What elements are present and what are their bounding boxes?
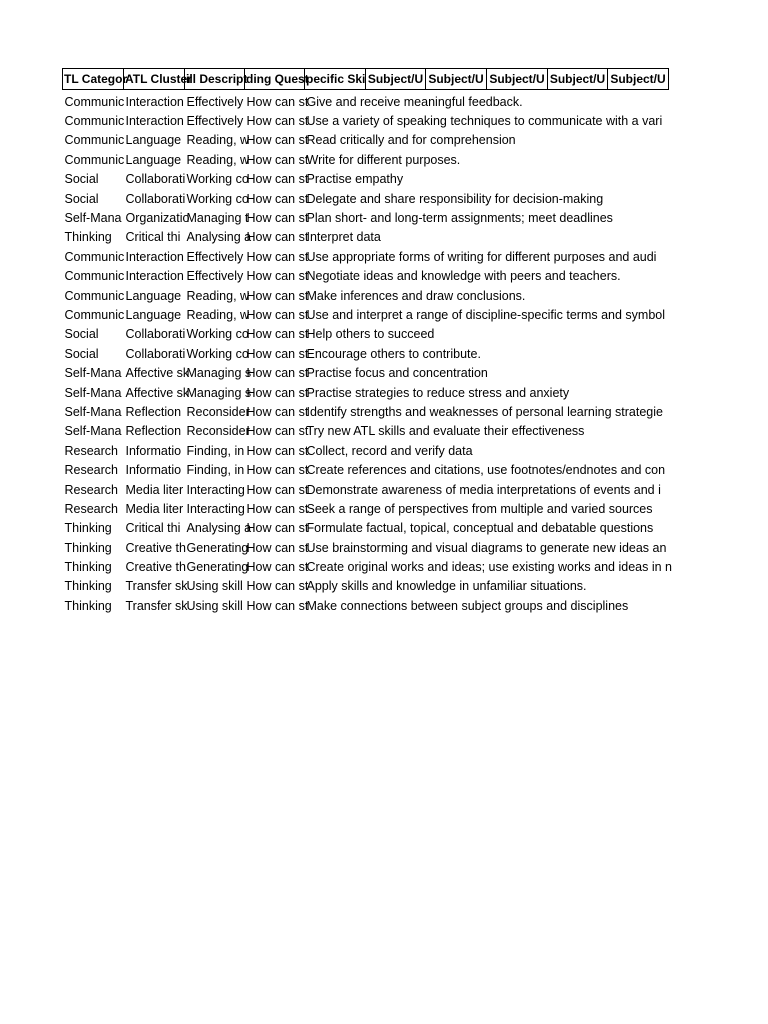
cell-guiding-question: How can st [246,424,309,439]
cell-skill-descriptor: Reading, w [186,152,250,167]
table-row [63,131,669,150]
cell-specific-skill [305,325,669,344]
cell-guiding-question: How can st [246,560,309,575]
cell-atl-cluster: Language [125,307,182,322]
table-row [63,557,669,576]
cell-guiding-question: How can st [246,346,309,361]
table-row [63,422,669,441]
header-subject-3: Subject/U [487,69,548,90]
cell-specific-skill [305,247,669,266]
cell-specific-skill [305,170,669,189]
specific-skill-text: Apply skills and knowledge in unfamiliar situations. [306,579,587,594]
specific-skill-text: Encourage others to contribute. [306,346,481,361]
cell-guiding-question: How can st [246,404,309,419]
cell-atl-category: Self-Mana [64,424,122,439]
cell-skill-descriptor: Effectively [186,114,244,129]
cell-atl-category: Thinking [64,579,112,594]
cell-skill-descriptor: Working co [186,327,249,342]
cell-atl-cluster: Interaction [125,269,184,284]
header-subject-4: Subject/U [548,69,608,90]
cell-atl-cluster: Critical thi [125,521,181,536]
cell-guiding-question: How can st [246,230,309,245]
cell-guiding-question: How can st [246,269,309,284]
cell-guiding-question: How can st [246,249,309,264]
specific-skill-text: Identify strengths and weaknesses of personal learning strategie [306,404,663,419]
cell-atl-category: Research [64,482,118,497]
cell-guiding-question: How can st [246,463,309,478]
cell-guiding-question: How can st [246,152,309,167]
cell-specific-skill [305,344,669,363]
specific-skill-text: Create references and citations, use footnotes/endnotes and con [306,463,666,478]
cell-atl-cluster: Critical thi [125,230,181,245]
specific-skill-text: Use a variety of speaking techniques to communicate with a vari [306,114,663,129]
table-row [63,363,669,382]
table-row [63,305,669,324]
cell-guiding-question: How can st [246,211,309,226]
cell-skill-descriptor: Analysing a [186,521,252,536]
cell-atl-cluster: Reflection [125,404,182,419]
cell-specific-skill [305,228,669,247]
cell-guiding-question: How can st [246,114,309,129]
cell-atl-category: Research [64,443,118,458]
specific-skill-text: Demonstrate awareness of media interpretations of events and i [306,482,661,497]
specific-skill-text: Practise focus and concentration [306,366,488,381]
cell-skill-descriptor: Managing s [186,385,252,400]
cell-skill-descriptor: Working co [186,172,249,187]
cell-skill-descriptor: Working co [186,346,249,361]
cell-atl-category: Social [64,346,99,361]
table-row [63,441,669,460]
cell-atl-category: Thinking [64,598,112,613]
cell-atl-cluster: Affective sk [125,366,190,381]
table-row [63,402,669,421]
specific-skill-text: Use brainstorming and visual diagrams to generate new ideas an [306,540,667,555]
cell-atl-category: Social [64,191,99,206]
cell-skill-descriptor: Reading, w [186,133,250,148]
cell-atl-cluster: Creative th [125,560,186,575]
cell-guiding-question: How can st [246,501,309,516]
cell-specific-skill [305,90,669,112]
cell-atl-category: Research [64,501,118,516]
cell-atl-category: Communic [64,94,125,109]
cell-skill-descriptor: Effectively [186,269,244,284]
cell-specific-skill [305,557,672,576]
specific-skill-text: Use appropriate forms of writing for different purposes and audi [306,249,657,264]
table-row [63,170,669,189]
cell-guiding-question: How can st [246,366,309,381]
spreadsheet-page [62,68,672,616]
table-row [63,286,669,305]
specific-skill-text: Formulate factual, topical, conceptual and debatable questions [306,521,654,536]
table-row [63,519,669,538]
cell-specific-skill [305,131,669,150]
cell-specific-skill [305,499,669,518]
header-specific-skill: pecific Ski [305,69,366,90]
header-atl-cluster: ATL Cluster [124,69,185,90]
cell-atl-cluster: Organizatio [125,211,190,226]
cell-skill-descriptor: Reconsider [186,424,250,439]
table-row [63,90,669,112]
cell-atl-cluster: Affective sk [125,385,190,400]
cell-skill-descriptor: Working co [186,191,249,206]
specific-skill-text: Try new ATL skills and evaluate their effectiveness [306,424,585,439]
header-atl-category: TL Categor [63,69,124,90]
cell-atl-cluster: Collaborati [125,191,186,206]
cell-guiding-question: How can st [246,191,309,206]
cell-skill-descriptor: Analysing a [186,230,252,245]
specific-skill-text: Make connections between subject groups and disciplines [306,598,629,613]
cell-skill-descriptor: Using skill [186,579,243,594]
cell-specific-skill [305,538,669,557]
atl-skills-table [62,68,672,616]
table-row [63,596,669,615]
cell-guiding-question: How can st [246,133,309,148]
specific-skill-text: Interpret data [306,230,381,245]
cell-atl-cluster: Interaction [125,94,184,109]
cell-atl-cluster: Language [125,288,182,303]
specific-skill-text: Give and receive meaningful feedback. [306,94,523,109]
specific-skill-text: Help others to succeed [306,327,435,342]
cell-atl-cluster: Language [125,133,182,148]
cell-atl-cluster: Language [125,152,182,167]
cell-guiding-question: How can st [246,385,309,400]
specific-skill-text: Plan short- and long-term assignments; meet deadlines [306,211,613,226]
cell-atl-cluster: Media liter [125,482,184,497]
header-row [63,69,669,90]
cell-specific-skill [305,267,669,286]
cell-atl-category: Self-Mana [64,211,122,226]
cell-specific-skill [305,363,669,382]
cell-specific-skill [305,150,669,169]
cell-guiding-question: How can st [246,540,309,555]
cell-atl-category: Thinking [64,521,112,536]
cell-atl-cluster: Interaction [125,249,184,264]
cell-atl-category: Self-Mana [64,385,122,400]
cell-guiding-question: How can st [246,307,309,322]
cell-skill-descriptor: Reading, w [186,288,250,303]
specific-skill-text: Practise strategies to reduce stress and anxiety [306,385,570,400]
cell-guiding-question: How can st [246,482,309,497]
cell-skill-descriptor: Using skill [186,598,243,613]
table-row [63,267,669,286]
header-guiding-question: ding Quest [245,69,305,90]
specific-skill-text: Collect, record and verify data [306,443,473,458]
table-row [63,208,669,227]
cell-atl-category: Communic [64,307,125,322]
table-row [63,189,669,208]
cell-specific-skill [305,111,669,130]
cell-specific-skill [305,519,669,538]
cell-specific-skill [305,286,669,305]
cell-skill-descriptor: Reconsider [186,404,250,419]
cell-skill-descriptor: Interacting [186,501,245,516]
table-row [63,499,669,518]
cell-specific-skill [305,422,669,441]
cell-atl-category: Research [64,463,118,478]
cell-skill-descriptor: Generating [186,540,249,555]
specific-skill-text: Read critically and for comprehension [306,133,516,148]
table-row [63,577,669,596]
cell-atl-cluster: Informatio [125,443,182,458]
specific-skill-text: Create original works and ideas; use existing works and ideas in n [306,560,672,575]
cell-specific-skill [305,441,669,460]
cell-guiding-question: How can st [246,288,309,303]
cell-atl-cluster: Reflection [125,424,182,439]
cell-atl-cluster: Creative th [125,540,186,555]
specific-skill-text: Practise empathy [306,172,404,187]
table-row [63,150,669,169]
specific-skill-text: Seek a range of perspectives from multiple and varied sources [306,501,653,516]
cell-atl-category: Communic [64,152,125,167]
cell-guiding-question: How can st [246,327,309,342]
cell-skill-descriptor: Interacting [186,482,245,497]
cell-atl-category: Thinking [64,540,112,555]
cell-skill-descriptor: Managing s [186,366,252,381]
cell-specific-skill [305,460,669,479]
header-subject-2: Subject/U [426,69,487,90]
cell-atl-category: Thinking [64,560,112,575]
cell-atl-cluster: Collaborati [125,172,186,187]
table-row [63,480,669,499]
specific-skill-text: Delegate and share responsibility for decision-making [306,191,604,206]
table-row [63,460,669,479]
table-row [63,383,669,402]
table-row [63,111,669,130]
header-skill-descriptor: ill Descript [185,69,245,90]
specific-skill-text: Use and interpret a range of discipline-specific terms and symbol [306,307,666,322]
cell-guiding-question: How can st [246,521,309,536]
cell-guiding-question: How can st [246,94,309,109]
cell-atl-category: Thinking [64,230,112,245]
table-row [63,325,669,344]
cell-skill-descriptor: Generating [186,560,249,575]
cell-skill-descriptor: Managing t [186,211,249,226]
cell-specific-skill [305,305,669,324]
cell-atl-category: Communic [64,114,125,129]
cell-skill-descriptor: Effectively [186,249,244,264]
cell-skill-descriptor: Effectively [186,94,244,109]
table-row [63,228,669,247]
cell-atl-category: Social [64,172,99,187]
table-row [63,538,669,557]
cell-guiding-question: How can st [246,598,309,613]
cell-atl-cluster: Transfer sk [125,579,188,594]
cell-skill-descriptor: Reading, w [186,307,250,322]
cell-atl-category: Communic [64,249,125,264]
specific-skill-text: Negotiate ideas and knowledge with peers and teachers. [306,269,621,284]
cell-specific-skill [305,208,669,227]
cell-atl-category: Communic [64,288,125,303]
cell-atl-category: Communic [64,269,125,284]
specific-skill-text: Make inferences and draw conclusions. [306,288,526,303]
cell-atl-category: Social [64,327,99,342]
specific-skill-text: Write for different purposes. [306,152,461,167]
cell-skill-descriptor: Finding, in [186,463,245,478]
cell-atl-category: Self-Mana [64,366,122,381]
cell-guiding-question: How can st [246,443,309,458]
cell-specific-skill [305,480,669,499]
cell-specific-skill [305,596,669,615]
cell-atl-category: Self-Mana [64,404,122,419]
header-subject-5: Subject/U [608,69,669,90]
cell-specific-skill [305,402,669,421]
cell-atl-cluster: Collaborati [125,346,186,361]
cell-atl-cluster: Media liter [125,501,184,516]
cell-specific-skill [305,577,669,596]
table-row [63,344,669,363]
cell-atl-cluster: Interaction [125,114,184,129]
cell-guiding-question: How can st [246,172,309,187]
cell-specific-skill [305,383,669,402]
cell-specific-skill [305,189,669,208]
cell-guiding-question: How can st [246,579,309,594]
cell-atl-category: Communic [64,133,125,148]
cell-atl-cluster: Informatio [125,463,182,478]
cell-atl-cluster: Collaborati [125,327,186,342]
cell-atl-cluster: Transfer sk [125,598,188,613]
header-subject-1: Subject/U [366,69,426,90]
cell-skill-descriptor: Finding, in [186,443,245,458]
table-body [63,90,672,616]
table-row [63,247,669,266]
